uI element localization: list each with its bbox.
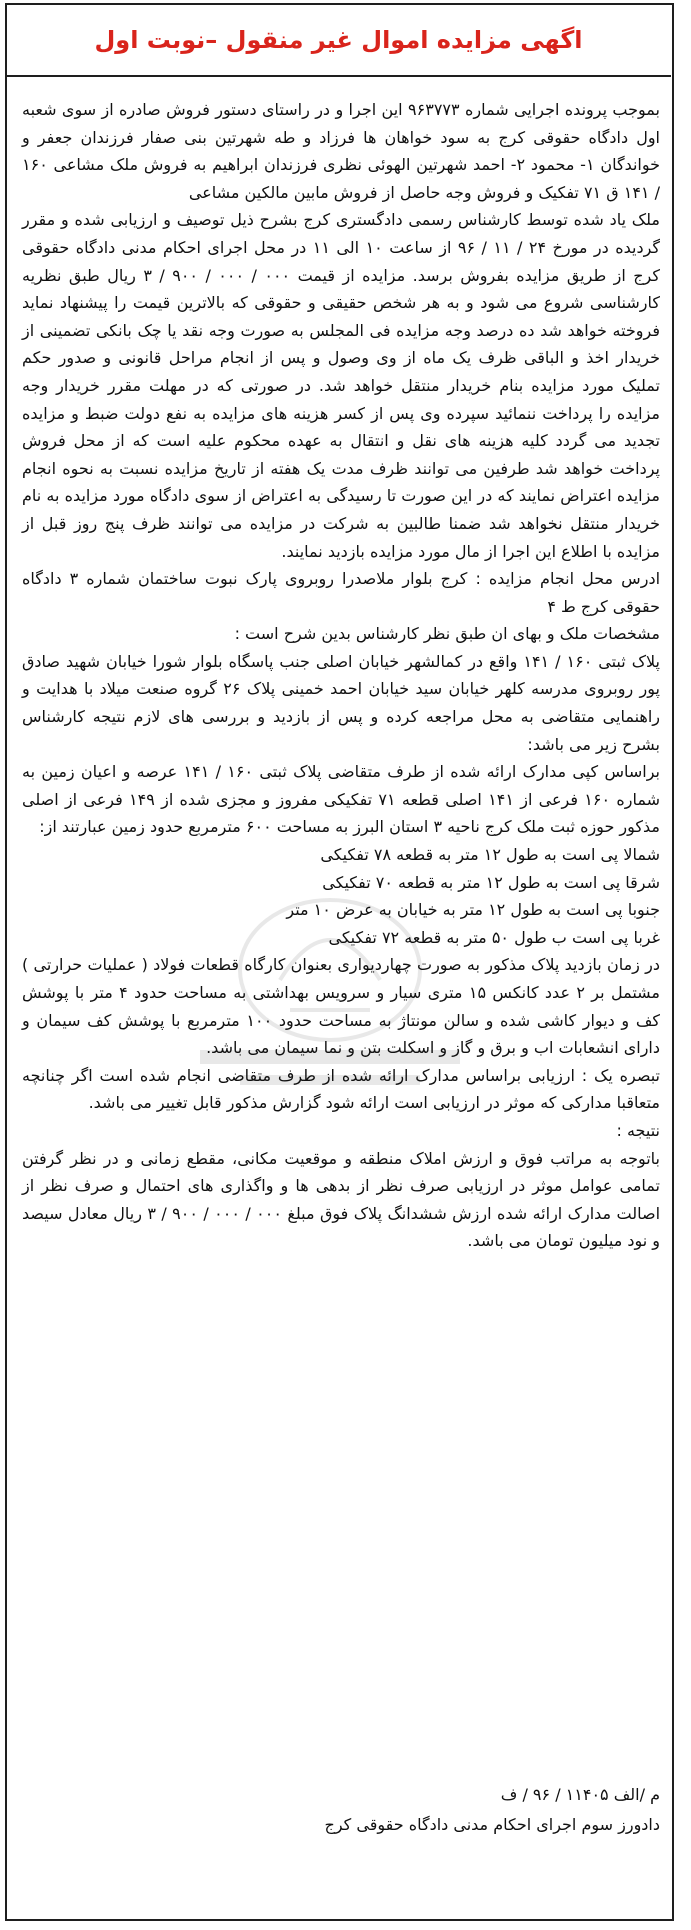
reference-number: م /الف ۱۱۴۰۵ / ۹۶ / ف bbox=[500, 1785, 660, 1804]
boundary-north: شمالا پی است به طول ۱۲ متر به قطعه ۷۸ تفکیکی bbox=[320, 845, 660, 865]
notice-body bbox=[22, 96, 660, 1255]
paragraph-intro: بموجب پرونده اجرایی شماره ۹۶۳۷۷۳ این اجرا و در راستای دستور فروش صادره از سوی شعبه اول دادگاه حقوقی کرج به سود خواهان ها فرزاد و طه شهرتین بنی صفار فرزندان جعفر و خواندگان ۱- محمود ۲- احمد شهرتین الهوئی نظری فرزندان ابراهیم به فروش ملک مشاعی ۱۶۰ / ۱۴۱ ق ۷۱ تفکیک و فروش وجه حاصل از فروش مابین مالکین مشاعی bbox=[22, 100, 661, 202]
boundary-west: غربا پی است ب طول ۵۰ متر به قطعه ۷۲ تفکیکی bbox=[328, 927, 660, 947]
paragraph-inspection: در زمان بازدید پلاک مذکور به صورت چهاردیواری بعنوان کارگاه قطعات فولاد ( عملیات حرارتی ) مشتمل بر ۲ عدد کانکس ۱۵ متری سیار و سرویس بهداشتی به مساحت حدود ۴ متر با پوشش کف و دیوار کاشی شده و سالن مونتاژ به مساحت حدود ۱۰۰ مترمربع با پوشش کف سیمان و دارای انشعابات اب و برق و گاز و اسکلت بتن و نما سیمان می باشد. bbox=[22, 955, 660, 1058]
paragraph-result-heading: نتیجه : bbox=[616, 1120, 660, 1140]
boundary-south: جنوبا پی است به طول ۱۲ متر به خیابان به عرض ۱۰ متر bbox=[286, 900, 660, 920]
paragraph-location: پلاک ثبتی ۱۶۰ / ۱۴۱ واقع در کمالشهر خیابان اصلی جنب پاسگاه بلوار شورا خیابان شهید صادق پور روبروی مدرسه کلهر خیابان سید خیابان احمد خمینی پلاک ۲۶ گروه صنعت میلاد با هدایت و راهنمایی متقاضی به محل مراجعه کرده و پس از بازدید و بررسی های لازم نتیجه کارشناس بشرح زیر می باشد: bbox=[22, 651, 661, 754]
paragraph-documents: براساس کپی مدارک ارائه شده از طرف متقاضی پلاک ثبتی ۱۶۰ / ۱۴۱ عرصه و اعیان زمین به شماره ۱۶۰ فرعی از ۱۴۱ اصلی قطعه ۷۱ تفکیکی مفروز و مجزی شده از ۱۴۹ فرعی از اصلی مذکور حوزه ثبت ملک کرج ناحیه ۳ استان البرز به مساحت ۶۰۰ مترمربع حدود زمین عبارتند از: bbox=[22, 762, 660, 837]
notice-footer bbox=[22, 1780, 660, 1840]
title-bar bbox=[6, 5, 671, 77]
paragraph-note-one: تبصره یک : ارزیابی براساس مدارک ارائه شده از طرف متقاضی انجام شده است اگر چنانچه متعاقبا مدارکی که موثر در ارزیابی است ارائه شود گزارش مذکور قابل تغییر می باشد. bbox=[22, 1065, 660, 1113]
boundary-east: شرقا پی است به طول ۱۲ متر به قطعه ۷۰ تفکیکی bbox=[322, 872, 660, 892]
notice-title: اگهی مزایده اموال غیر منقول –نوبت اول bbox=[94, 26, 583, 54]
paragraph-result: باتوجه به مراتب فوق و ارزش املاک منطقه و موقعیت مکانی، مقطع زمانی و در نظر گرفتن تمامی عوامل موثر در ارزیابی صرف نظر از بدهی ها و واگذاری های احتمال و صرف نظر از اصالت مدارک ارائه شده ارزش ششدانگ پلاک فوق مبلغ ۰۰۰ / ۰۰۰ / ۹۰۰ / ۳ ریال معادل سیصد و نود میلیون تومان می باشد. bbox=[22, 1148, 661, 1251]
paragraph-auction-terms: ملک یاد شده توسط کارشناس رسمی دادگستری کرج بشرح ذیل توصیف و ارزیابی شده و مقرر گردیده در مورخ ۲۴ / ۱۱ / ۹۶ از ساعت ۱۰ الی ۱۱ در محل اجرای احکام مدنی دادگاه حقوقی کرج از طریق مزایده بفروش برسد. مزایده از قیمت ۰۰۰ / ۰۰۰ / ۹۰۰ / ۳ ریال طبق نظریه کارشناسی شروع می شود و به هر شخص حقیقی و حقوقی که بالاترین قیمت را پیشنهاد نماید فروخته خواهد شد ده درصد وجه مزایده فی المجلس به صورت وجه نقد یا چک بانکی تضمینی از خریدار اخذ و الباقی ظرف یک ماه از وی وصول و پس از انجام مراحل قانونی و صدور حکم تملیک مورد مزایده بنام خریدار منتقل خواهد شد. در صورتی که در مهلت مقرر خریدار وجه مزایده را پرداخت ننمائید سپرده وی پس از کسر هزینه های مزایده به نفع دولت ضبط و مزایده تجدید می گردد کلیه هزینه های نقل و انتقال به عهده محکوم علیه است که از محل فروش پرداخت خواهد شد طرفین می توانند ظرف مدت یک هفته از تاریخ مزایده نسبت به نحوه انجام مزایده اعتراض نمایند که در این صورت تا رسیدگی به اعتراض از سوی دادگاه مورد مزایده به نام خریدار منتقل نخواهد شد ضمنا طالبین به شرکت در مزایده می توانند ظرف پنج روز قبل از مزایده با اطلاع این اجرا از مال مورد مزایده بازدید نمایند. bbox=[22, 210, 661, 561]
paragraph-auction-address: ادرس محل انجام مزایده : کرج بلوار ملاصدرا روبروی پارک نبوت ساختمان شماره ۳ دادگاه حقوقی کرج ط ۴ bbox=[22, 569, 661, 616]
paragraph-specs-heading: مشخصات ملک و بهای ان طبق نظر کارشناس بدین شرح است : bbox=[234, 624, 660, 644]
signature-line: دادورز سوم اجرای احکام مدنی دادگاه حقوقی کرج bbox=[324, 1815, 660, 1834]
